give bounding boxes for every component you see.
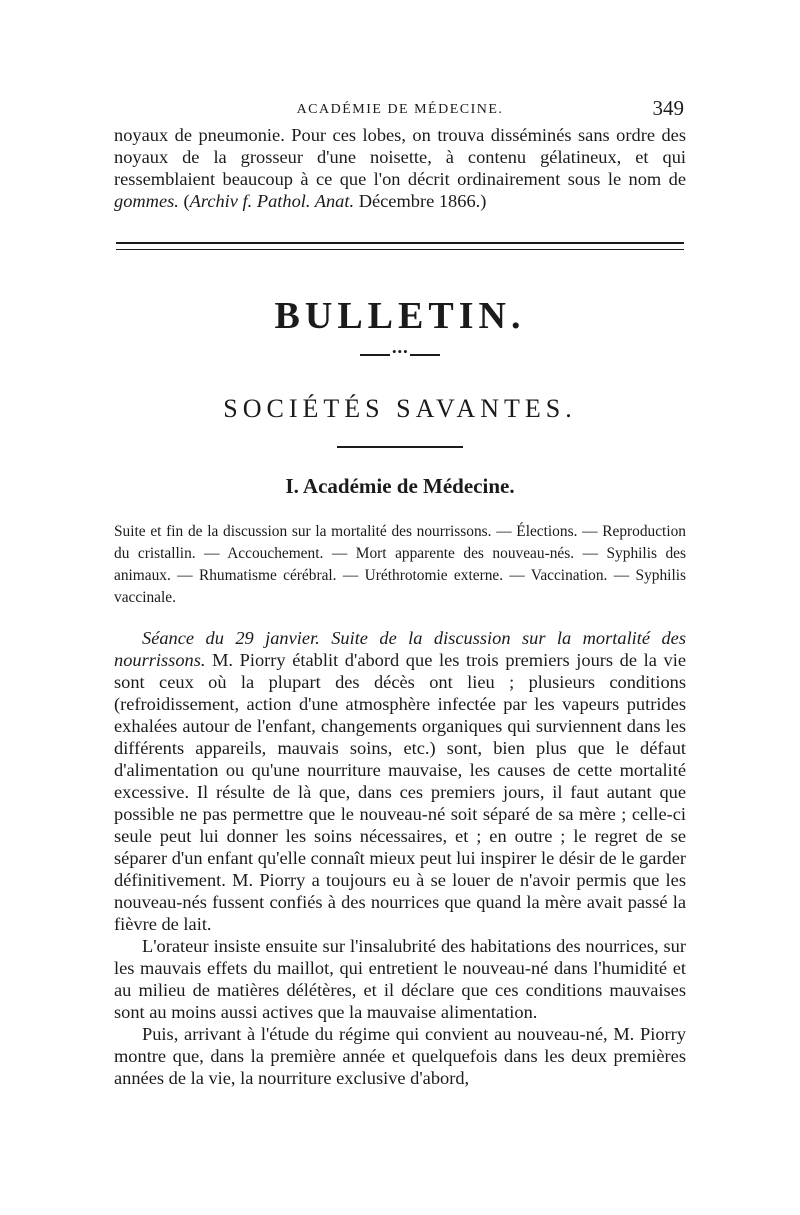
citation-journal: Archiv f. Pathol. Anat. [189,191,355,211]
continued-text: noyaux de pneumonie. Pour ces lobes, on trouva disséminés sans ordre des noyaux de la grosseur d'une noisette, à contenu gélatineux, et qui ressemblaient beaucoup à ce que l'on décrit ordinairement sous le nom de [114,125,686,189]
ornament-line-left [360,354,390,356]
ornament-divider [360,344,440,359]
ornament-line-right [410,354,440,356]
session-summary: Suite et fin de la discussion sur la mortalité des nourrissons. — Élections. — Reproduction du cristallin. — Accouchement. — Mort apparente des nouveau-nés. — Syphilis des animaux. — Rhumatisme cérébral. — Uréthrotomie externe. — Vaccination. — Syphilis vaccinale. [114,523,686,606]
paragraph-1-text: M. Piorry établit d'abord que les trois premiers jours de la vie sont ceux où la plupart des décès ont lieu ; plusieurs conditions (refroidissement, action d'une atmosphère infectée par les vapeurs putrides exhalées autour de l'enfant, changements organiques qui surviennent dans les différents appareils, mauvais soins, etc.) sont, bien plus que le défaut d'alimentation ou qu'une nourriture mauvaise, les causes de cette mortalité excessive. Il résulte de là que, dans ces premiers jours, il faut autant que possible ne pas permettre que le nouveau-né soit séparé de sa mère ; celle-ci seule peut lui donner les soins nécessaires, et ; en outre ; le regret de se séparer d'un enfant qu'elle connaît mieux peut lui inspirer le désir de le garder définitivement. M. Piorry a toujours eu à se louer de n'avoir permis que les nouveau-nés fussent confiés à des nourrices que quand la mère avait passé la fièvre de lait. [114,650,686,934]
section-title: SOCIÉTÉS SAVANTES. [223,394,577,423]
paragraph-3: Puis, arrivant à l'étude du régime qui convient au nouveau-né, M. Piorry montre que, dans la première année et quelquefois dans les deux premières années de la vie, la nourriture exclusive d'abord, [114,1024,686,1088]
continued-paragraph [114,124,686,212]
running-title: ACADÉMIE DE MÉDECINE. [296,102,504,117]
citation-open: ( [183,191,190,211]
running-head [114,96,686,124]
paragraph-1 [114,627,686,935]
section-divider [116,242,684,250]
paragraph-2: L'orateur insiste ensuite sur l'insalubrité des habitations des nourrices, sur les mauvais effets du maillot, qui entretient le nouveau-né dans l'humidité et au milieu de matières délétères, et il déclare que ces conditions mauvaises sont au moins aussi actives que la mauvaise alimentation. [114,936,686,1022]
subsection-title: I. Académie de Médecine. [285,474,515,498]
bulletin-title: BULLETIN. [274,295,526,337]
ornament-dots: ••• [392,344,409,359]
session-heading: Séance du 29 janvier. Suite de la discussion sur la mortalité des nourrissons. [114,628,686,670]
citation-date: Décembre 1866.) [358,191,487,211]
short-rule [337,446,463,448]
book-page [114,96,686,1089]
page-number: 349 [652,96,684,120]
italic-term: gommes. [114,191,179,211]
